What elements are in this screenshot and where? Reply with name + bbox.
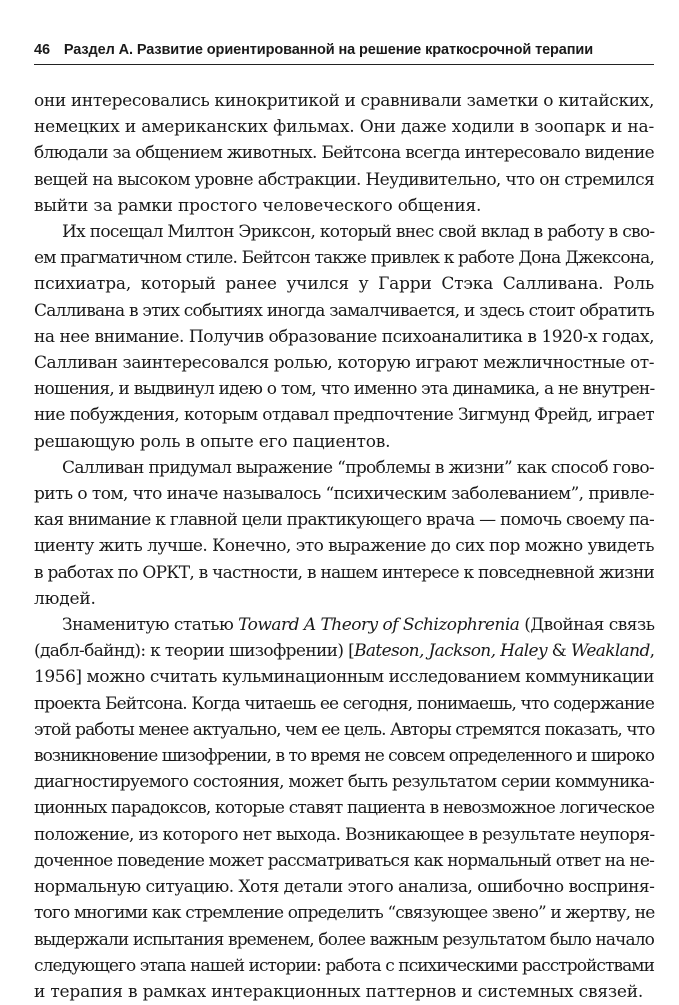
text-line: положение, из которого нет выхода. Возникающее в результате неупоря- — [34, 824, 655, 845]
text-line: нормальную ситуацию. Хотя детали этого анализа, ошибочно восприня- — [34, 877, 655, 898]
text-line: ем прагматичном стиле. Бейтсон также привлек к работе Дона Джексона, — [34, 248, 654, 269]
text-line: Салливан заинтересовался ролью, которую играют межличностные от- — [34, 353, 654, 374]
text-line: решающую роль в опыте его пациентов. — [34, 431, 391, 452]
text-line: вещей на высоком уровне абстракции. Неудивительно, что он стремился — [34, 169, 655, 190]
text-run: & — [546, 641, 571, 662]
text-line-with-citation — [34, 638, 654, 664]
text-run: (Двойная связь — [519, 615, 655, 636]
text-line: ние побуждения, которым отдавал предпочтение Зигмунд Фрейд, играет — [34, 405, 654, 426]
section-title: Раздел А. Развитие ориентированной на решение краткосрочной терапии — [63, 42, 594, 58]
text-line: блюдали за общением животных. Бейтсона всегда интересовало видение — [34, 143, 654, 164]
paragraph-4 — [34, 612, 654, 1005]
paragraph-3 — [34, 455, 654, 612]
text-line-with-citation — [34, 612, 654, 638]
page-number: 46 — [34, 42, 50, 58]
text-line: ношения, и выдвинул идею о том, что именно эта динамика, а не внутрен- — [34, 379, 655, 400]
text-line: на нее внимание. Получив образование психоаналитика в 1920-х годах, — [34, 326, 654, 347]
citation-authors: Bateson, Jackson, Haley — [354, 641, 547, 662]
text-line: Салливан придумал выражение “проблемы в жизни” как способ гово- — [62, 457, 654, 478]
text-line: проекта Бейтсона. Когда читаешь ее сегодня, понимаешь, что содержание — [34, 693, 654, 714]
text-run: (дабл-байнд): к теории шизофрении) [ — [34, 641, 355, 662]
body-text — [34, 88, 654, 1005]
text-line: выйти за рамки простого человеческого общения. — [34, 195, 482, 216]
text-line: 1956] можно считать кульминационным исследованием коммуникации — [34, 667, 654, 688]
text-line: они интересовались кинокритикой и сравнивали заметки о китайских, — [34, 91, 654, 111]
paragraph-1 — [34, 88, 654, 219]
text-line: диагностируемого состояния, может быть результатом серии коммуника- — [34, 772, 654, 793]
text-line: того многими как стремление определить “связующее звено” и жертву, не — [34, 903, 655, 924]
text-line: Их посещал Милтон Эриксон, который внес свой вклад в работу в сво- — [62, 222, 655, 243]
text-line: немецких и американских фильмах. Они даже ходили в зоопарк и на- — [34, 117, 654, 138]
text-line: Салливана в этих событиях иногда замалчивается, и здесь стоит обратить — [34, 300, 654, 321]
text-line: кая внимание к главной цели практикующего врача — помочь своему па- — [34, 510, 654, 531]
text-line: возникновение шизофрении, в то время не совсем определенного и широко — [34, 746, 654, 767]
text-line: рить о том, что иначе называлось “психическим заболеванием”, привле- — [34, 484, 654, 505]
text-run: Знаменитую статью — [62, 615, 239, 636]
text-line: доченное поведение может рассматриваться как нормальный ответ на не- — [34, 850, 654, 871]
text-line: в работах по ОРКТ, в частности, в нашем интересе к повседневной жизни — [34, 562, 655, 583]
citation-author: Weakland — [570, 641, 650, 662]
text-line: этой работы менее актуально, чем ее цель. Авторы стремятся показать, что — [34, 719, 655, 740]
text-line: циенту жить лучше. Конечно, это выражение до сих пор можно увидеть — [34, 536, 654, 557]
text-line: следующего этапа нашей истории: работа с психическими расстройствами — [34, 955, 654, 976]
text-line: и терапия в рамках интеракционных паттернов и системных связей. — [34, 981, 644, 1002]
text-line: людей. — [34, 588, 96, 609]
article-title: Toward A Theory of Schizophrenia — [238, 615, 520, 636]
text-line: ционных парадоксов, которые ставят пациента в невозможное логическое — [34, 798, 655, 819]
text-line: психиатра, который ранее учился у Гарри Стэка Салливана. Роль — [34, 274, 654, 295]
text-line: выдержали испытания временем, более важным результатом было начало — [34, 929, 654, 950]
paragraph-2 — [34, 219, 654, 455]
text-run: , — [649, 641, 655, 662]
running-header — [34, 36, 654, 65]
